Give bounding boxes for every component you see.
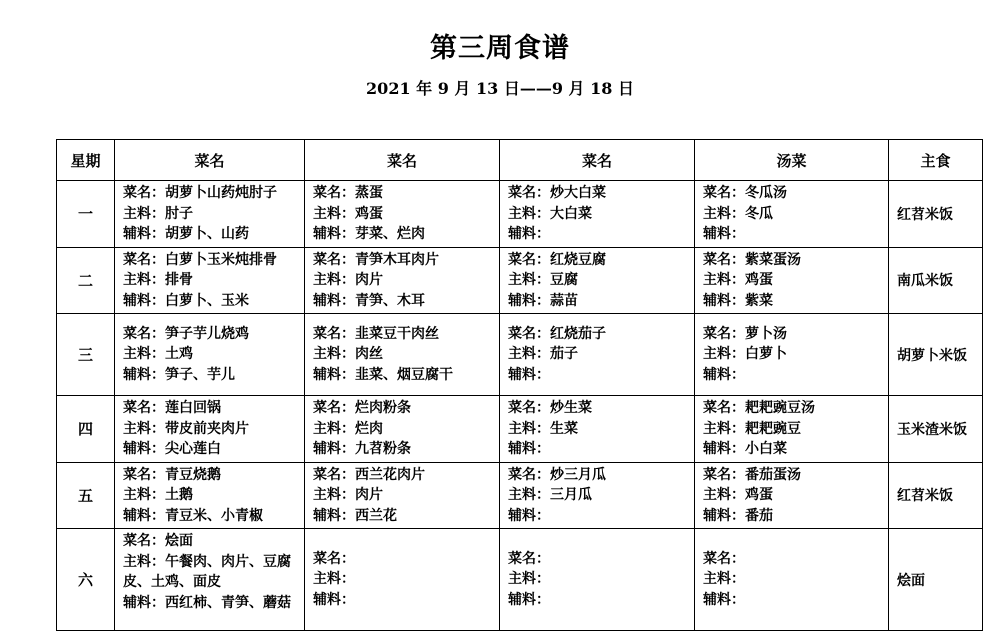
main-ingredient: 主料： <box>313 571 355 588</box>
table-row <box>57 181 983 248</box>
soup-cell <box>695 247 889 314</box>
dish-name: 菜名：青豆烧鹅 <box>123 466 221 483</box>
side-ingredient: 辅料：胡萝卜、山药 <box>123 226 249 242</box>
header-dish-2: 菜名 <box>305 140 500 181</box>
weekday-cell: 四 <box>57 396 115 463</box>
table-row <box>57 529 983 631</box>
header-row <box>57 140 983 181</box>
dish-name: 菜名：耙耙豌豆汤 <box>703 400 815 416</box>
main-ingredient: 主料：土鹅 <box>123 487 193 503</box>
dish-name: 菜名：红烧豆腐 <box>508 251 606 268</box>
main-ingredient: 主料： <box>703 571 745 588</box>
dish-name: 菜名：白萝卜玉米炖排骨 <box>123 251 277 268</box>
staple-cell: 南瓜米饭 <box>889 247 983 314</box>
date-range: 2021 年 9 月 13 日——9 月 18 日 <box>366 79 634 98</box>
staple-cell: 玉米渣米饭 <box>889 396 983 463</box>
soup-cell <box>695 529 889 631</box>
dish-name: 菜名：冬瓜汤 <box>703 185 787 201</box>
weekday-cell: 六 <box>57 529 115 631</box>
main-ingredient: 主料：茄子 <box>508 346 578 363</box>
table-row <box>57 314 983 396</box>
dish-name: 菜名：萝卜汤 <box>703 325 787 342</box>
side-ingredient: 辅料： <box>313 591 355 608</box>
main-ingredient: 主料：肉片 <box>313 272 383 288</box>
dish-cell <box>115 314 305 396</box>
side-ingredient: 辅料： <box>508 441 550 457</box>
dish-name: 菜名：青笋木耳肉片 <box>313 251 439 268</box>
side-ingredient: 辅料：蒜苗 <box>508 292 578 309</box>
dish-name: 菜名：炒大白菜 <box>508 185 606 201</box>
header-soup: 汤菜 <box>695 140 889 181</box>
table-row <box>57 247 983 314</box>
dish-name: 菜名： <box>313 550 355 567</box>
side-ingredient: 辅料：青豆米、小青椒 <box>123 507 263 524</box>
soup-cell <box>695 314 889 396</box>
dish-cell <box>305 529 500 631</box>
dish-name: 菜名：蒸蛋 <box>313 185 383 201</box>
dish-cell <box>500 181 695 248</box>
side-ingredient: 辅料：小白菜 <box>703 441 787 457</box>
side-ingredient: 辅料： <box>508 366 550 383</box>
main-ingredient: 主料：三月瓜 <box>508 487 592 503</box>
staple-cell: 胡萝卜米饭 <box>889 314 983 396</box>
main-ingredient: 主料： <box>508 571 550 588</box>
side-ingredient: 辅料：韭菜、烟豆腐干 <box>313 366 453 383</box>
side-ingredient: 辅料：西兰花 <box>313 507 397 524</box>
staple-cell: 烩面 <box>889 529 983 631</box>
dish-name: 菜名：红烧茄子 <box>508 325 606 342</box>
dish-name: 菜名：烩面 <box>123 533 193 549</box>
side-ingredient: 辅料： <box>703 591 745 608</box>
soup-cell <box>695 462 889 529</box>
weekday-cell: 二 <box>57 247 115 314</box>
soup-cell <box>695 396 889 463</box>
header-dish-1: 菜名 <box>115 140 305 181</box>
side-ingredient: 辅料：笋子、芋儿 <box>123 366 235 383</box>
dish-name: 菜名： <box>703 550 745 567</box>
side-ingredient: 辅料： <box>703 366 745 383</box>
main-ingredient: 主料：土鸡 <box>123 346 193 363</box>
page-title: 第三周食谱 <box>430 33 570 64</box>
side-ingredient: 辅料：西红柿、青笋、蘑菇 <box>123 594 291 611</box>
main-ingredient: 主料：肘子 <box>123 205 193 222</box>
weekday-cell: 三 <box>57 314 115 396</box>
side-ingredient: 辅料： <box>508 226 550 242</box>
main-ingredient: 主料：鸡蛋 <box>703 487 773 503</box>
dish-cell <box>305 181 500 248</box>
dish-name: 菜名：番茄蛋汤 <box>703 466 801 483</box>
main-ingredient: 主料：带皮前夹肉片 <box>123 420 249 437</box>
dish-name: 菜名：炒生菜 <box>508 400 592 416</box>
main-ingredient: 主料：豆腐 <box>508 272 578 288</box>
side-ingredient: 辅料： <box>508 591 550 608</box>
soup-cell <box>695 181 889 248</box>
side-ingredient: 辅料： <box>508 507 550 524</box>
header-dish-3: 菜名 <box>500 140 695 181</box>
dish-cell <box>115 529 305 631</box>
side-ingredient: 辅料：番茄 <box>703 507 773 524</box>
dish-name: 菜名： <box>508 550 550 567</box>
table-row <box>57 396 983 463</box>
staple-cell: 红苕米饭 <box>889 462 983 529</box>
main-ingredient: 主料：烂肉 <box>313 420 383 437</box>
dish-cell <box>115 181 305 248</box>
dish-cell <box>305 247 500 314</box>
dish-cell <box>500 462 695 529</box>
dish-cell <box>500 247 695 314</box>
main-ingredient: 主料：肉片 <box>313 487 383 503</box>
staple-cell: 红苕米饭 <box>889 181 983 248</box>
dish-cell <box>500 529 695 631</box>
dish-name: 菜名：韭菜豆干肉丝 <box>313 325 439 342</box>
side-ingredient: 辅料：芽菜、烂肉 <box>313 226 425 242</box>
header-staple: 主食 <box>889 140 983 181</box>
dish-name: 菜名：烂肉粉条 <box>313 400 411 416</box>
dish-name: 菜名：胡萝卜山药炖肘子 <box>123 185 277 201</box>
dish-name: 菜名：笋子芋儿烧鸡 <box>123 325 249 342</box>
main-ingredient: 主料：鸡蛋 <box>313 205 383 222</box>
main-ingredient: 主料：午餐肉、肉片、豆腐皮、土鸡、面皮 <box>123 553 291 590</box>
dish-cell <box>115 247 305 314</box>
side-ingredient: 辅料： <box>703 226 745 242</box>
dish-name: 菜名：西兰花肉片 <box>313 466 425 483</box>
side-ingredient: 辅料：紫菜 <box>703 292 773 309</box>
dish-name: 菜名：炒三月瓜 <box>508 466 606 483</box>
dish-cell <box>115 396 305 463</box>
main-ingredient: 主料：肉丝 <box>313 346 383 363</box>
main-ingredient: 主料：生菜 <box>508 420 578 437</box>
dish-cell <box>500 314 695 396</box>
menu-table <box>56 139 983 631</box>
dish-name: 菜名：莲白回锅 <box>123 400 221 416</box>
main-ingredient: 主料：大白菜 <box>508 205 592 222</box>
dish-name: 菜名：紫菜蛋汤 <box>703 251 801 268</box>
main-ingredient: 主料：冬瓜 <box>703 205 773 222</box>
dish-cell <box>500 396 695 463</box>
side-ingredient: 辅料：青笋、木耳 <box>313 292 425 309</box>
weekday-cell: 一 <box>57 181 115 248</box>
main-ingredient: 主料：白萝卜 <box>703 346 787 363</box>
dish-cell <box>305 462 500 529</box>
side-ingredient: 辅料：尖心莲白 <box>123 441 221 457</box>
table-row <box>57 462 983 529</box>
side-ingredient: 辅料：九苕粉条 <box>313 441 411 457</box>
main-ingredient: 主料：鸡蛋 <box>703 272 773 288</box>
dish-cell <box>305 396 500 463</box>
main-ingredient: 主料：排骨 <box>123 272 193 288</box>
side-ingredient: 辅料：白萝卜、玉米 <box>123 292 249 309</box>
main-ingredient: 主料：耙耙豌豆 <box>703 420 801 437</box>
dish-cell <box>305 314 500 396</box>
dish-cell <box>115 462 305 529</box>
weekday-cell: 五 <box>57 462 115 529</box>
header-weekday: 星期 <box>57 140 115 181</box>
